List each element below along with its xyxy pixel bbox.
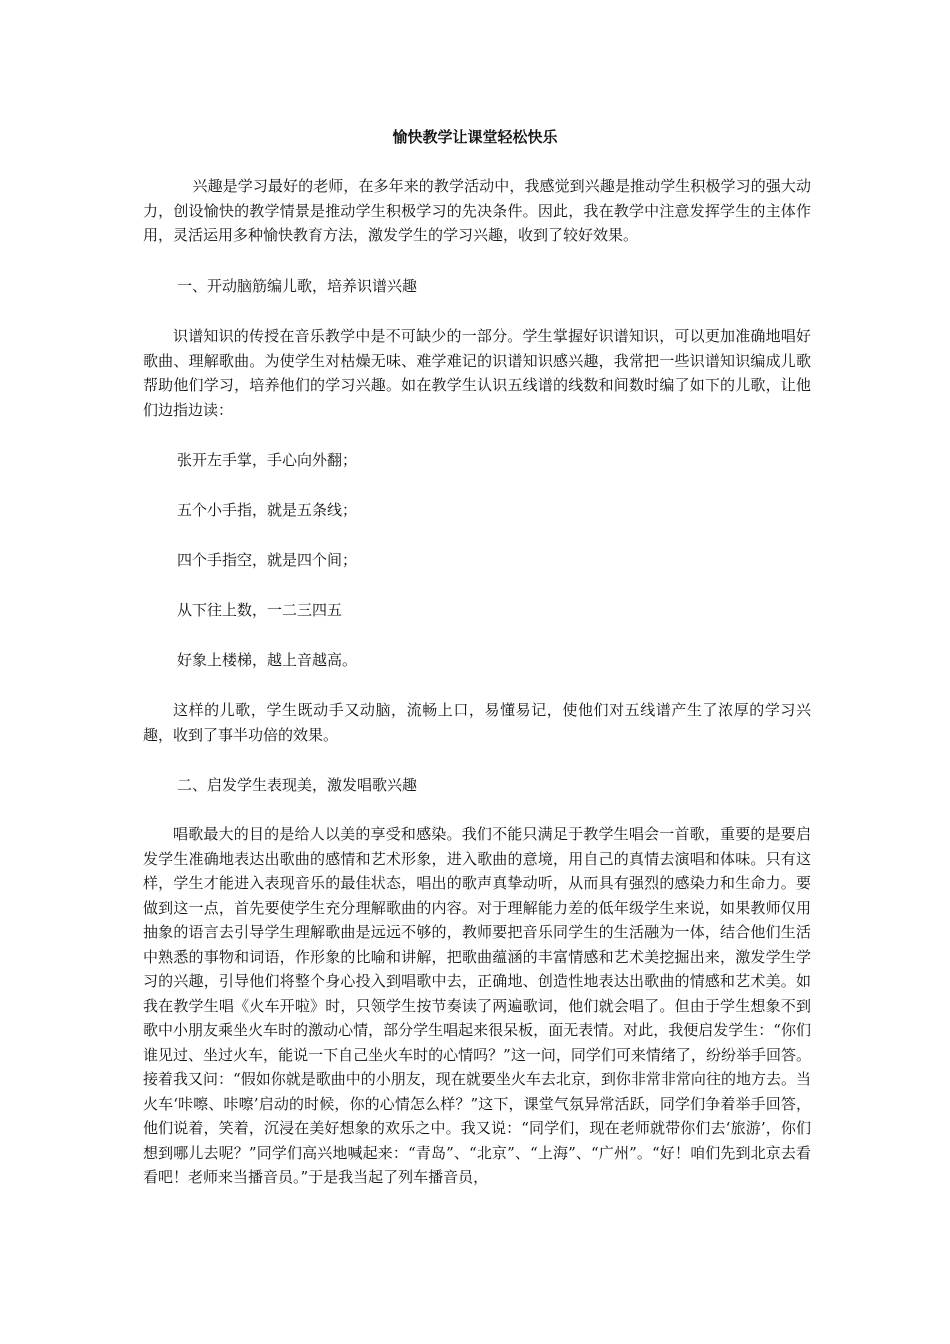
rhyme-line: 张开左手掌，手心向外翻； <box>177 451 358 469</box>
rhyme-line: 五个小手指，就是五条线； <box>177 501 358 519</box>
intro-paragraph: 兴趣是学习最好的老师，在多年来的教学活动中，我感觉到兴趣是推动学生积极学习的强大动力，创设愉快的教学情景是推动学生积极学习的先决条件。因此，我在教学中注意发挥学生的主体作用，灵活运用多种愉快教育方法，激发学生的学习兴趣，收到了较好效果。 <box>143 177 811 244</box>
rhyme-line: 四个手指空，就是四个间； <box>177 551 358 569</box>
section-2-heading: 二、启发学生表现美，激发唱歌兴趣 <box>177 776 418 794</box>
document-title: 愉快教学让课堂轻松快乐 <box>392 128 558 146</box>
rhyme-line: 从下往上数，一二三四五 <box>177 601 343 619</box>
section-1-conclusion: 这样的儿歌，学生既动手又动脑，流畅上口，易懂易记，使他们对五线谱产生了浓厚的学习兴趣，收到了事半功倍的效果。 <box>143 701 811 744</box>
rhyme-line: 好象上楼梯，越上音越高。 <box>177 651 358 669</box>
section-2-paragraph: 唱歌最大的目的是给人以美的享受和感染。我们不能只满足于教学生唱会一首歌，重要的是要启发学生准确地表达出歌曲的感情和艺术形象，进入歌曲的意境，用自己的真情去演唱和体味。只有这样，学生才能进入表现音乐的最佳状态，唱出的歌声真挚动听，从而具有强烈的感染力和生命力。要做到这一点，首先要使学生充分理解歌曲的内容。对于理解能力差的低年级学生来说，如果教师仅用抽象的语言去引导学生理解歌曲是远远不够的，教师要把音乐同学生的生活融为一体，结合他们生活中熟悉的事物和词语，作形象的比喻和讲解，把歌曲蕴涵的丰富情感和艺术美挖掘出来，激发学生学习的兴趣，引导他们将整个身心投入到唱歌中去，正确地、创造性地表达出歌曲的情感和艺术美。如我在教学生唱《火车开啦》时，只领学生按节奏读了两遍歌词，他们就会唱了。但由于学生想象不到歌中小朋友乘坐火车时的激动心情，部分学生唱起来很呆板，面无表情。对此，我便启发学生：“你们谁见过、坐过火车，能说一下自己坐火车时的心情吗？”这一问，同学们可来情绪了，纷纷举手回答。接着我又问：“假如你就是歌曲中的小朋友，现在就要坐火车去北京，到你非常非常向往的地方去。当火车‘咔嚓、咔嚓’启动的时候，你的心情怎么样？”这下，课堂气氛异常活跃，同学们争着举手回答，他们说着，笑着，沉浸在美好想象的欢乐之中。我又说：“同学们，现在老师就带你们去‘旅游’，你们想到哪儿去呢？”同学们高兴地喊起来：“青岛”、“北京”、“上海”、“广州”。“好！咱们先到北京去看看吧！老师来当播音员。”于是我当起了列车播音员， <box>143 825 811 1186</box>
section-1-paragraph: 识谱知识的传授在音乐教学中是不可缺少的一部分。学生掌握好识谱知识，可以更加准确地唱好歌曲、理解歌曲。为使学生对枯燥无味、难学难记的识谱知识感兴趣，我常把一些识谱知识编成儿歌帮助他们学习，培养他们的学习兴趣。如在教学生认识五线谱的线数和间数时编了如下的儿歌，让他们边指边读： <box>143 327 811 419</box>
section-1-heading: 一、开动脑筋编儿歌，培养识谱兴趣 <box>177 277 418 295</box>
